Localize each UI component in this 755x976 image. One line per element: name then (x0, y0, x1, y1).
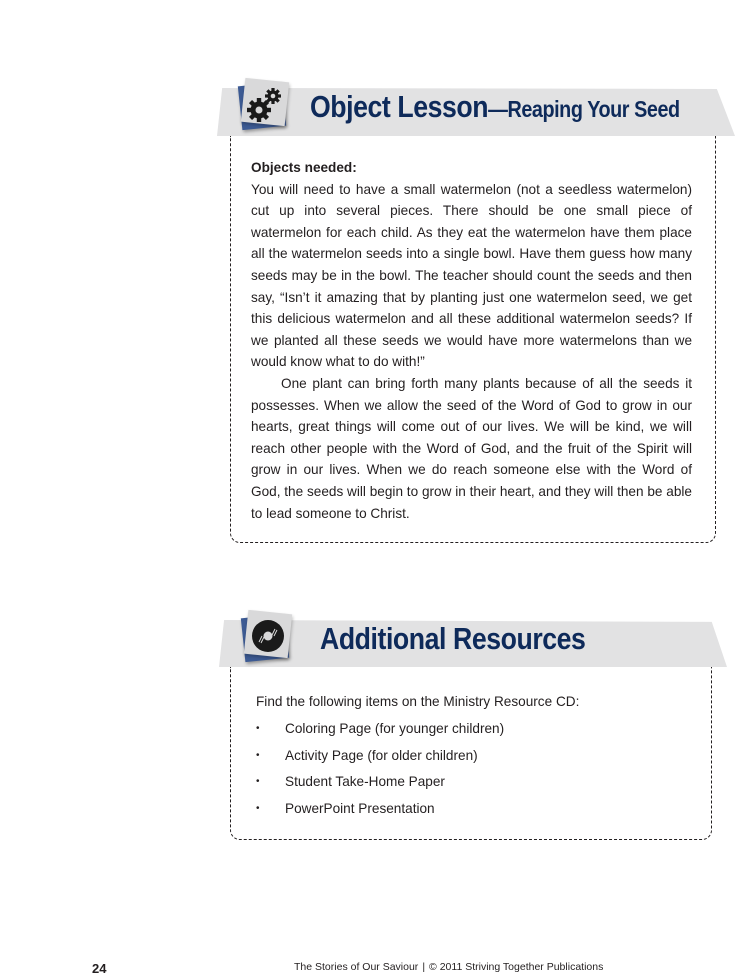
resource-item-label: Coloring Page (for younger children) (285, 721, 505, 736)
resource-item (256, 743, 696, 770)
object-lesson-title (310, 89, 680, 125)
resources-intro: Find the following items on the Ministry Resource CD: (256, 694, 580, 709)
resource-item-label: Student Take-Home Paper (285, 774, 445, 789)
object-lesson-title-main: Object Lesson (310, 89, 489, 124)
resource-item (256, 716, 696, 743)
resource-item-label: Activity Page (for older children) (285, 747, 478, 763)
resources-list (256, 716, 696, 822)
page-number: 24 (92, 961, 107, 976)
object-lesson-content (251, 157, 692, 524)
object-lesson-paragraph-1: You will need to have a small watermelon (not a seedless watermelon) cut up into several pieces. There should be one small piece of watermelon for each child. As they eat the watermelon have them place all the watermelon seeds into a single bowl. Have them guess how many seeds may be in the bowl. The teacher should count the seeds and then say, “Isn’t it amazing that by planting just one watermelon seed, we get this delicious watermelon and all these additional watermelon seeds? If we planted all these seeds we would have more watermelons than we would know what to do with!” (251, 181, 692, 370)
bullet-icon: • (256, 802, 260, 814)
objects-needed-heading: Objects needed: (251, 160, 357, 175)
additional-resources-title: Additional Resources (320, 621, 586, 656)
resource-item (256, 796, 696, 823)
object-lesson-paragraph-2: One plant can bring forth many plants because of all the seeds it possesses. When we allow the seed of the Word of God to grow in our hearts, great things will come out of our lives. We will be kind, we will reach other people with the Word of God, and the fruit of the Spirit will grow in our lives. When we do reach someone else with the Word of God, the seeds will begin to grow in their heart, and they will then be able to lead someone to Christ. (251, 375, 692, 521)
bullet-icon: • (256, 776, 260, 787)
footer-credit (294, 961, 603, 973)
object-lesson-icon-card (240, 80, 288, 128)
book-title: The Stories of Our Saviour (294, 961, 419, 973)
object-lesson-title-sub: —Reaping Your Seed (488, 96, 680, 122)
resource-item-label: PowerPoint Presentation (285, 800, 435, 816)
cd-disc-icon (247, 615, 289, 657)
additional-resources-icon-card (243, 612, 291, 660)
resource-item (256, 769, 696, 796)
bullet-icon: • (256, 749, 260, 761)
copyright: © 2011 Striving Together Publications (429, 961, 604, 973)
additional-resources-content (256, 690, 696, 822)
gears-icon (244, 83, 286, 125)
footer-separator: | (422, 961, 426, 973)
bullet-icon: • (256, 723, 260, 734)
